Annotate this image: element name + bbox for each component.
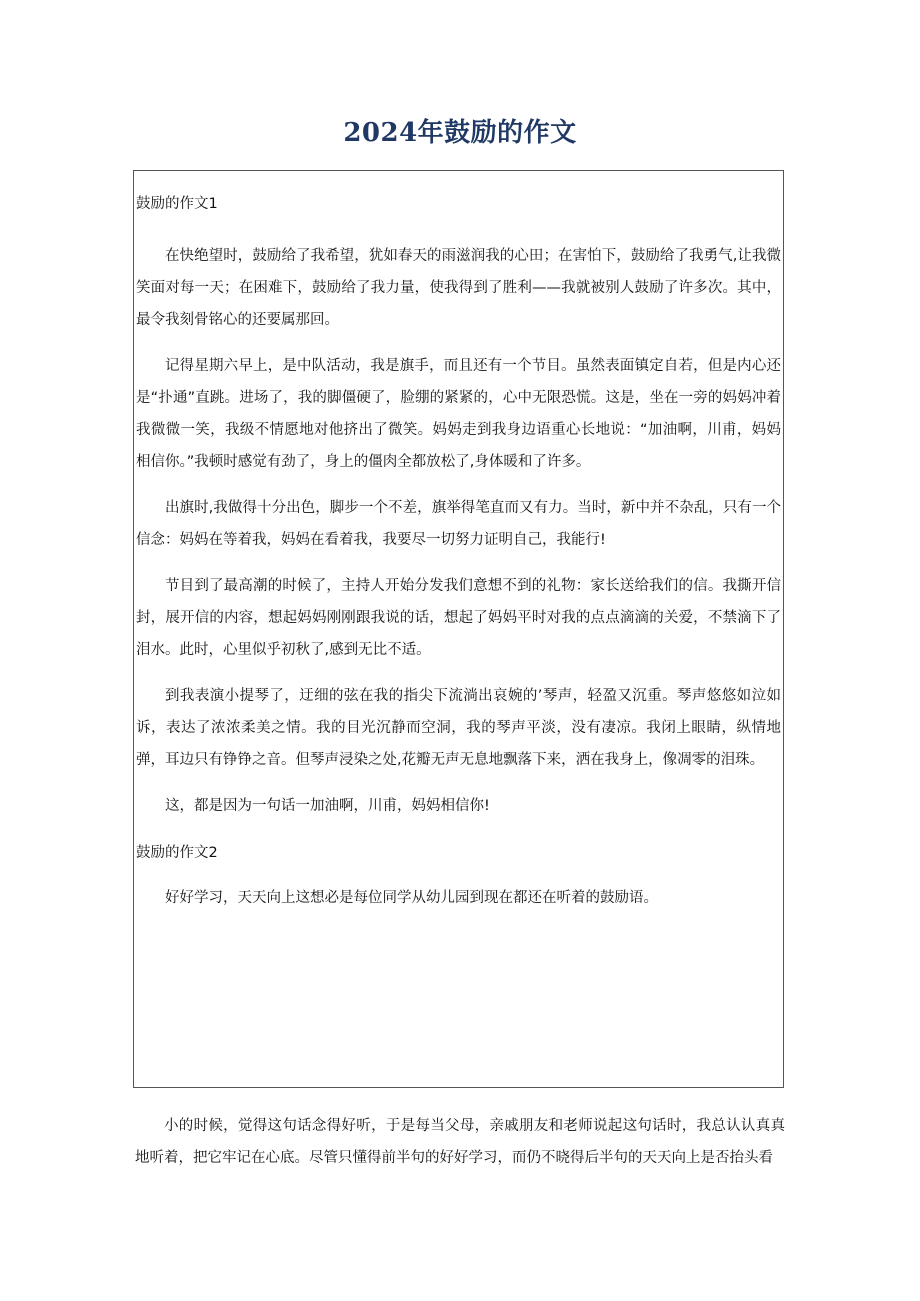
- essay-paragraph: 这，都是因为一句话一加油啊，川甫，妈妈相信你!: [165, 798, 490, 814]
- section-heading-1: 鼓励的作文1: [136, 196, 218, 212]
- essay-paragraph: 好好学习，天天向上这想必是每位同学从幼儿园到现在都还在听着的鼓励语。: [165, 890, 658, 906]
- essay-paragraph: 节目到了最高潮的时候了，主持人开始分发我们意想不到的礼物：家长送给我们的信。我撕开信封，展开信的内容，想起妈妈刚刚跟我说的话，想起了妈妈平时对我的点点滴滴的关爱，不禁滴下了泪水。此时，心里似乎初秋了,感到无比不适。: [136, 578, 781, 658]
- essay-paragraph: 出旗时,我做得十分出色，脚步一个不差，旗举得笔直而又有力。当时，新中并不杂乱，只有一个信念：妈妈在等着我，妈妈在看着我，我要尽一切努力证明自己，我能行!: [136, 500, 781, 548]
- essay-paragraph: 小的时候，觉得这句话念得好听，于是每当父母，亲戚朋友和老师说起这句话时，我总认认真真地听着，把它牢记在心底。尽管只懂得前半句的好好学习，而仍不晓得后半句的天天向上是否抬头看: [135, 1118, 785, 1166]
- document-title: 2024年鼓励的作文: [343, 118, 577, 148]
- section-heading-2: 鼓励的作文2: [136, 845, 218, 861]
- essay-paragraph: 到我表演小提琴了，迂细的弦在我的指尖下流淌出哀婉的’琴声，轻盈又沉重。琴声悠悠如泣如诉，表达了浓浓柔美之情。我的目光沉静而空洞，我的琴声平淡，没有凄凉。我闭上眼睛，纵情地弹，耳边只有铮铮之音。但琴声浸染之处,花瓣无声无息地飘落下来，洒在我身上，像凋零的泪珠。: [136, 688, 781, 768]
- continuation-text: [135, 1110, 785, 1174]
- essay-box: [133, 170, 784, 1088]
- essay-paragraph: 记得星期六早上，是中队活动，我是旗手，而且还有一个节目。虽然表面镇定自若，但是内心还是“扑通”直跳。进场了，我的脚僵硬了，脸绷的紧紧的，心中无限恐慌。这是，坐在一旁的妈妈冲着我微微一笑，我级不情愿地对他挤出了微笑。妈妈走到我身边语重心长地说：“加油啊，川甫，妈妈相信你。”我顿时感觉有劲了，身上的僵肉全都放松了,身体暖和了许多。: [136, 358, 781, 470]
- essay-paragraph: 在快绝望时，鼓励给了我希望，犹如春天的雨滋润我的心田；在害怕下，鼓励给了我勇气,让我微笑面对每一天；在困难下，鼓励给了我力量，使我得到了胜利——我就被别人鼓励了许多次。其中，最令我刻骨铭心的还要属那回。: [136, 248, 781, 328]
